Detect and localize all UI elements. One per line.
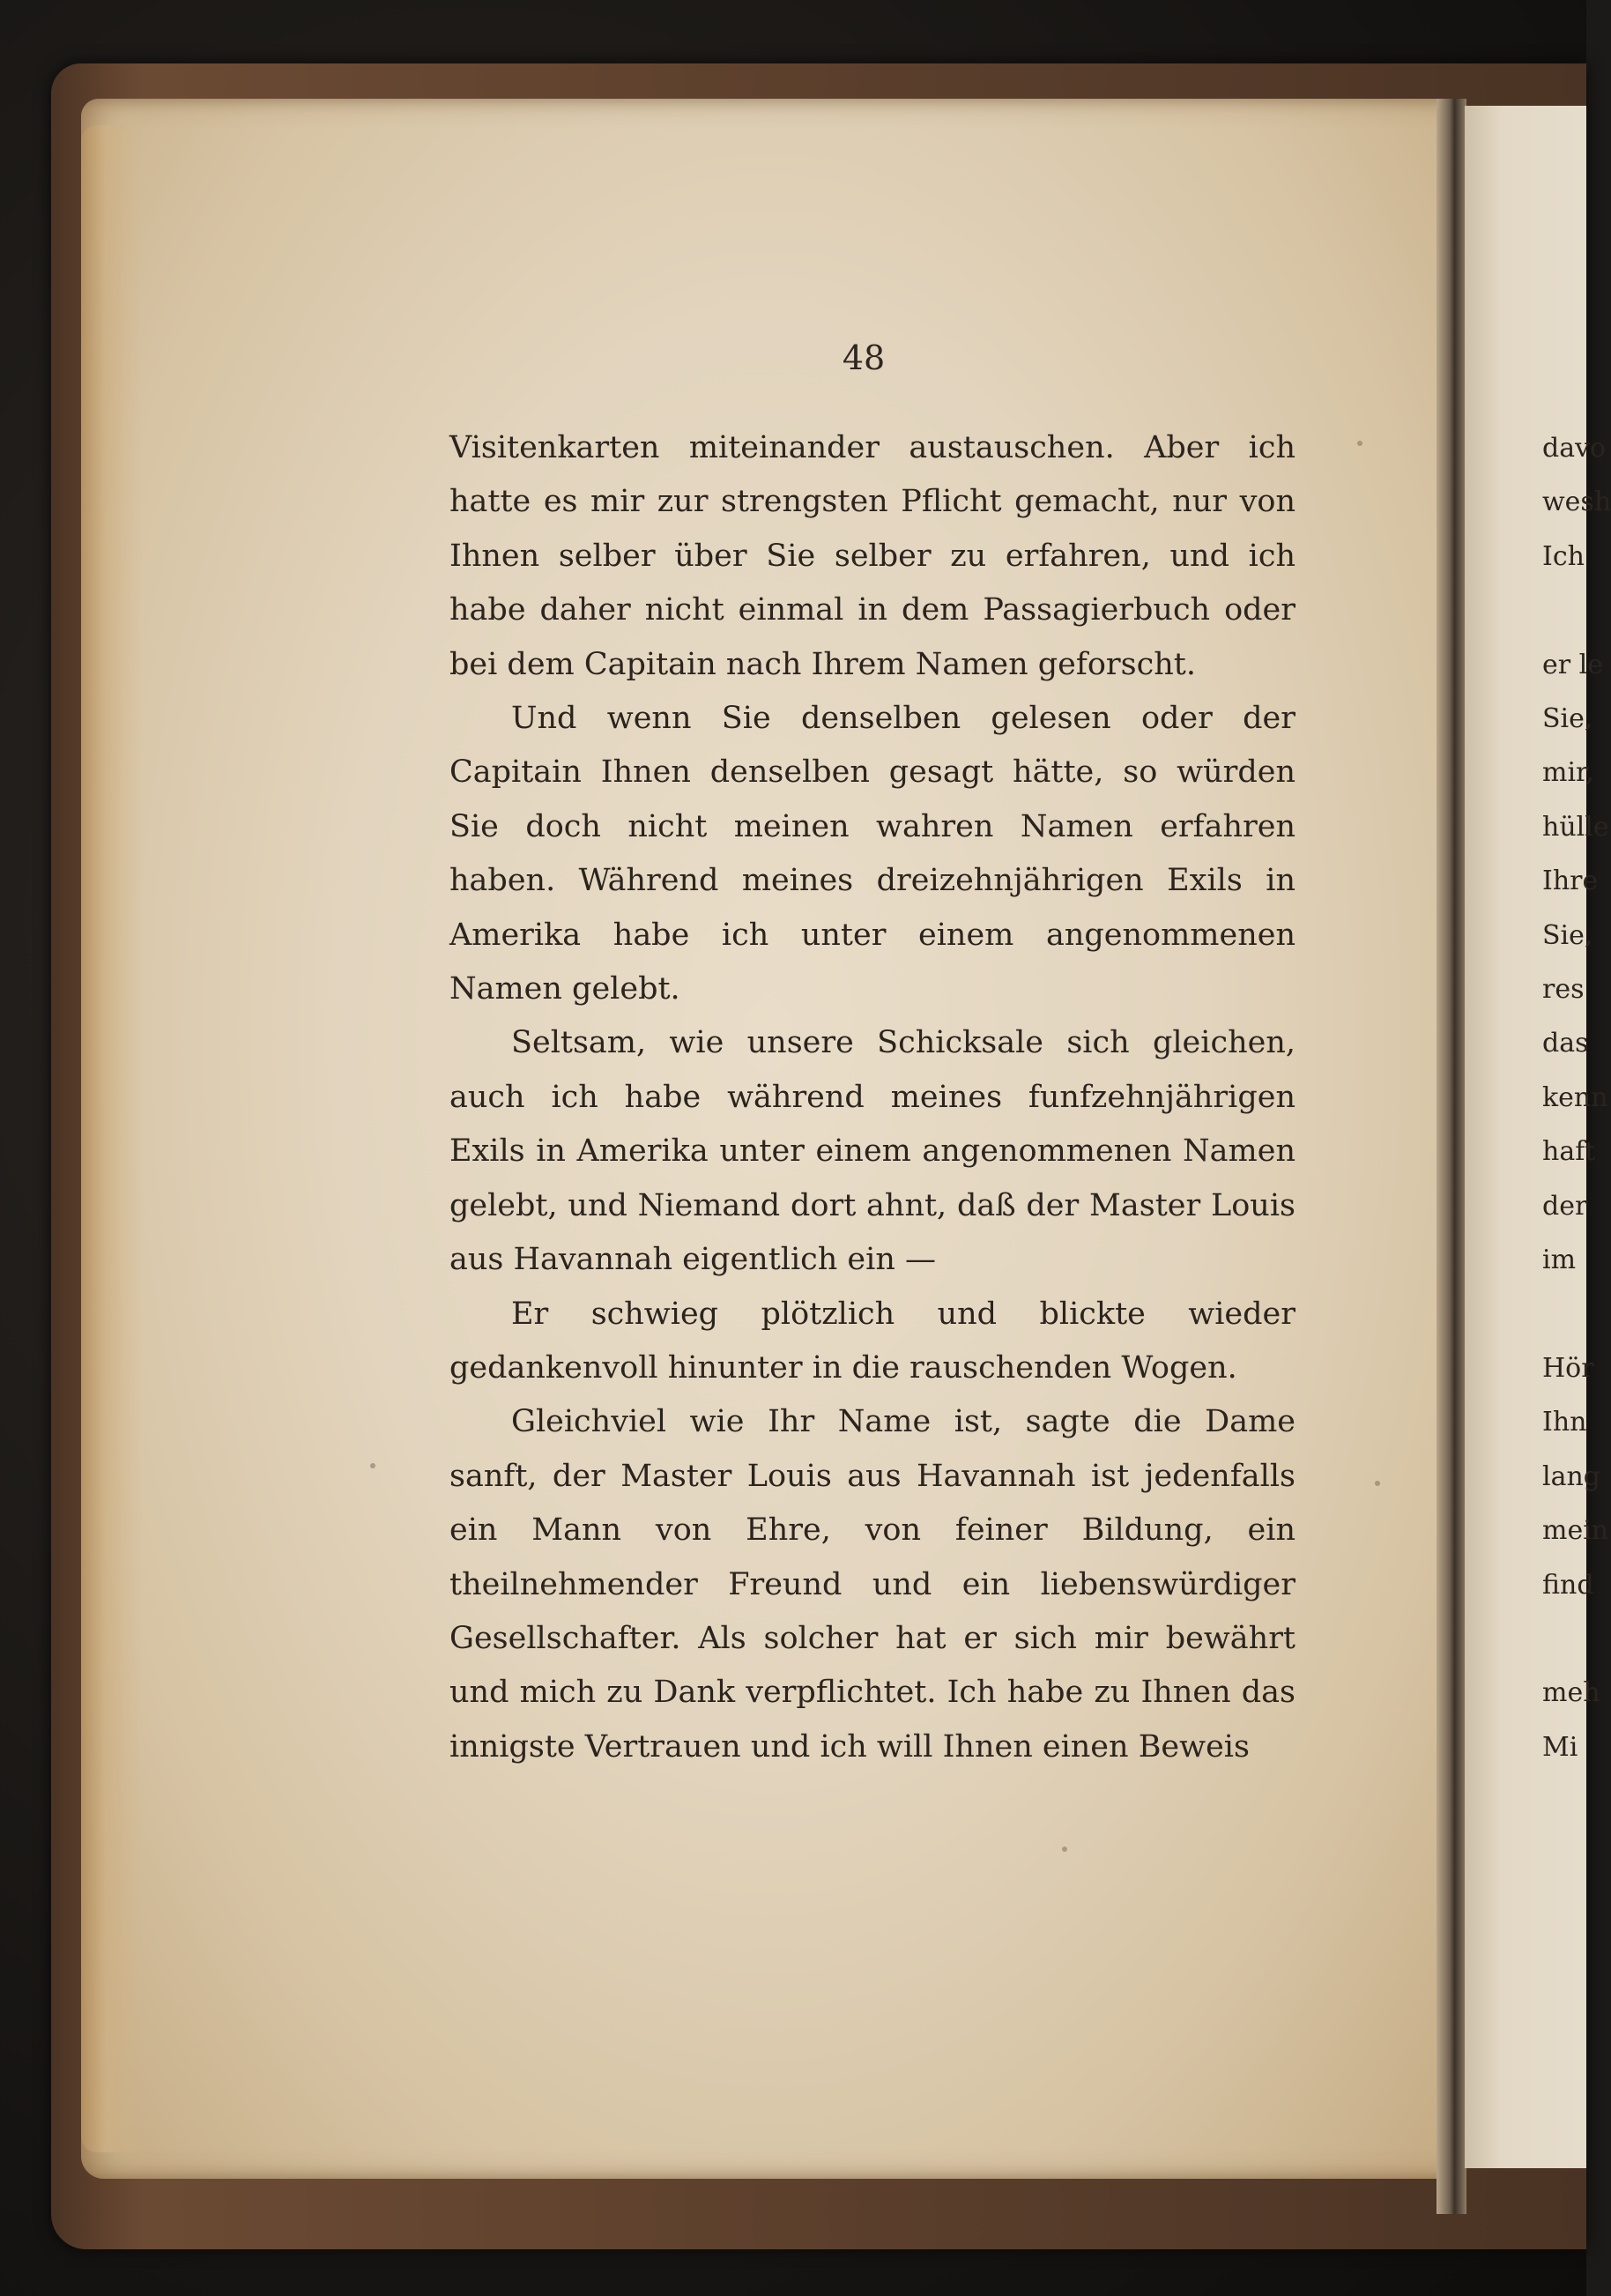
page-number: 48 (842, 338, 886, 377)
paragraph-4: Er schwieg plötzlich und blickte wieder gedankenvoll hinunter in die rauschenden Wogen. (449, 1296, 1295, 1386)
paragraph-2: Und wenn Sie denselben gelesen oder der Capitain Ihnen denselben gesagt hätte, so würden Sie doch nicht meinen wahren Namen erfahren haben. Während meines dreizehnjährigen Exils in Amerika habe ich unter einem angenommenen Namen gelebt. (449, 701, 1295, 1007)
right-page-fragment: res (1542, 974, 1585, 1006)
right-page-fragment: Hör (1542, 1352, 1594, 1384)
right-page-fragment (1542, 1612, 1586, 1666)
book-gutter (1437, 99, 1466, 2214)
paragraph-1: Visitenkarten miteinander austauschen. Aber ich hatte es mir zur strengsten Pflicht gemacht, nur von Ihnen selber über Sie selber zu erfahren, und ich habe daher nicht einmal in dem Passagierbuch oder bei dem Capitain nach Ihrem Namen geforscht. (449, 430, 1295, 682)
paragraph-3: Seltsam, wie unsere Schicksale sich gleichen, auch ich habe während meines funfzehnjährigen Exils in Amerika unter einem angenommenen Namen gelebt, und Niemand dort ahnt, daß der Master Louis aus Havannah eigentlich ein — (449, 1025, 1295, 1278)
right-page-fragment: mir, (1542, 757, 1594, 789)
right-page-fragment: meh (1542, 1677, 1600, 1709)
right-page-fragment: Mi (1542, 1731, 1578, 1763)
right-page-fragment: mein (1542, 1515, 1609, 1547)
paragraph-5: Gleichviel wie Ihr Name ist, sagte die Dame sanft, der Master Louis aus Havannah ist jedenfalls ein Mann von Ehre, von feiner Bildung, ein theilnehmender Freund und ein liebenswürdiger Gesellschafter. Als solcher hat er sich mir bewährt und mich zu Dank verpflichtet. Ich habe zu Ihnen das innigste Vertrauen und ich will Ihnen einen Beweis (449, 1404, 1295, 1765)
right-page-fragment: kenn (1542, 1081, 1608, 1113)
right-page-fragment: wesh (1542, 487, 1611, 518)
right-page-fragment: hülle (1542, 811, 1609, 843)
paper-speck (1062, 1846, 1067, 1852)
right-page-fragment (1542, 583, 1586, 637)
right-page-fragment: haft (1542, 1136, 1596, 1168)
right-page-fragment: davo (1542, 433, 1607, 464)
right-page-fragment: das (1542, 1028, 1589, 1059)
paper-speck (1357, 441, 1362, 446)
right-page-fragment: im (1542, 1245, 1577, 1276)
right-page-fragment: der (1542, 1190, 1588, 1222)
right-page-fragment: lang (1542, 1460, 1601, 1492)
body-text (449, 421, 1295, 1774)
right-page-fragment: Ihn (1542, 1407, 1587, 1438)
right-page-fragment: Ihre (1542, 866, 1599, 897)
right-page-fragment: Sie, (1542, 919, 1593, 951)
right-page-fragment: er le (1542, 649, 1603, 680)
paper-speck (1375, 1481, 1380, 1486)
right-page-fragment: Sie, (1542, 703, 1593, 735)
right-page-fragment (1542, 1287, 1586, 1341)
paper-speck (370, 1463, 375, 1468)
right-page-text-fragments (1542, 421, 1611, 1774)
right-page-fragment: find (1542, 1569, 1594, 1601)
right-page-fragment: Ich (1542, 540, 1585, 572)
